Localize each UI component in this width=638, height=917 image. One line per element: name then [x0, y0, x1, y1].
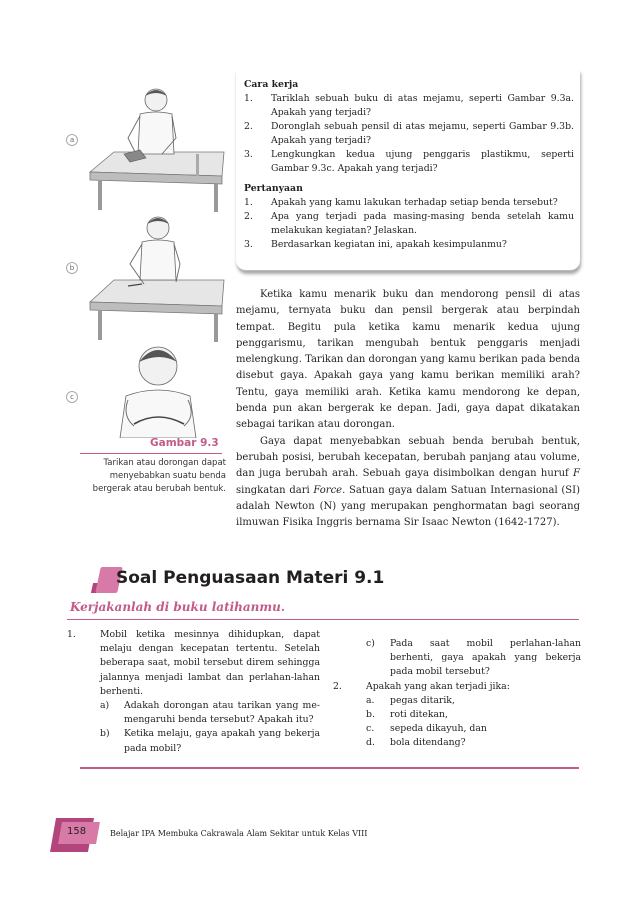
item-text: Apakah yang kamu lakukan terhadap setiap benda tersebut?: [271, 197, 558, 208]
questions-left-column: [67, 628, 320, 756]
sub-question-text: bola ditendang?: [390, 737, 466, 749]
sub-question-text: roti ditekan,: [390, 709, 448, 721]
sub-question-number: d.: [366, 737, 375, 749]
sub-question-number: b): [100, 728, 110, 740]
section-title: Soal Penguasaan Materi 9.1: [116, 568, 385, 588]
body-text: [236, 287, 580, 531]
item-text: Doronglah sebuah pensil di atas mejamu, seperti Gambar 9.3b. Apakah yang terjadi?: [271, 121, 574, 146]
sub-question-number: b.: [366, 709, 375, 721]
sub-question-number: c): [366, 638, 375, 649]
item-number: 1.: [244, 93, 253, 104]
item-number: 2.: [244, 211, 253, 222]
illustration-push-pencil: [84, 214, 230, 344]
sub-question: [366, 722, 581, 736]
sub-question-text: Pada saat mobil perlahan-lahan berhenti, gaya apakah yang bekerja pada mobil tersebut?: [390, 638, 581, 678]
figure-label-c: c: [66, 391, 78, 403]
activity-box: [236, 70, 580, 271]
section-subtitle: Kerjakanlah di buku latihanmu.: [70, 600, 286, 614]
cara-kerja-item: [244, 120, 574, 148]
sub-question: [100, 727, 320, 755]
body-paragraph-2: [236, 434, 580, 532]
question-item: [67, 628, 320, 756]
question-item: [333, 680, 581, 751]
illustration-pull-book: [84, 84, 230, 214]
sub-question-number: c.: [366, 723, 375, 735]
section-bottom-divider: [80, 767, 579, 769]
pertanyaan-item: [244, 196, 574, 210]
force-term: Force: [313, 484, 343, 496]
sub-question-number: a): [100, 700, 110, 712]
item-number: 3.: [244, 239, 253, 250]
item-text: Tariklah sebuah buku di atas mejamu, seperti Gambar 9.3a. Apakah yang terjadi?: [271, 93, 574, 118]
item-number: 2.: [244, 121, 253, 132]
illustration-bend-ruler: [100, 344, 220, 438]
footer-book-title: Belajar IPA Membuka Cakrawala Alam Sekitar untuk Kelas VIII: [110, 829, 368, 838]
item-text: Berdasarkan kegiatan ini, apakah kesimpulanmu?: [271, 239, 507, 250]
pertanyaan-item: [244, 238, 574, 252]
sub-question-text: Adakah dorongan atau tarikan yang me-mengaruhi benda tersebut? Apakah itu?: [124, 700, 320, 726]
page-number: 158: [67, 826, 87, 837]
text-span: . Satuan gaya dalam Satuan Internasional (SI) adalah Newton (N) yang merupakan penghormatan bagi seorang ilmuwan Fisika Inggris bernama Sir Isaac Newton (1642-1727).: [236, 484, 580, 529]
question-number: 1.: [67, 629, 76, 640]
question-text: [100, 628, 320, 756]
section-divider: [67, 619, 579, 620]
questions-right-column: [333, 637, 581, 751]
text-span: Gaya dapat menyebabkan sebuah benda berubah bentuk, berubah posisi, berubah kecepatan, berubah panjang atau volume, dan juga berubah arah. Sebuah gaya disimbolkan dengan huruf: [236, 435, 580, 480]
item-number: 1.: [244, 197, 253, 208]
item-number: 3.: [244, 149, 253, 160]
pertanyaan-item: [244, 210, 574, 238]
cara-kerja-item: [244, 148, 574, 176]
figure-title: Gambar 9.3: [150, 437, 219, 449]
body-paragraph-1: Ketika kamu menarik buku dan mendorong pensil di atas mejamu, ternyata buku dan pensil bergerak atau berpindah tempat. Begitu pula ketika kamu menarik kedua ujung penggarismu, tarikan mengubah bentuk penggaris menjadi melengkung. Tarikan dan dorongan yang kamu berikan pada benda disebut gaya. Apakah gaya yang kamu berikan memiliki arah? Tentu, gaya memiliki arah. Ketika kamu mendorong ke depan, benda pun akan bergerak ke depan. Jadi, gaya dapat dikatakan sebagai tarikan atau dorongan.: [236, 289, 580, 431]
figure-caption: Tarikan atau dorongan dapat menyebabkan suatu benda bergerak atau berubah bentuk.: [92, 458, 226, 494]
sub-question: [100, 699, 320, 727]
sub-question-number: a.: [366, 694, 375, 706]
figure-label-a: a: [66, 134, 78, 146]
cara-kerja-item: [244, 92, 574, 120]
sub-question-text: pegas ditarik,: [390, 694, 455, 706]
cara-kerja-heading: Cara kerja: [244, 79, 299, 90]
sub-question: [366, 736, 581, 750]
text-span: singkatan dari: [236, 484, 314, 496]
sub-question: [366, 694, 581, 708]
question-stem: Mobil ketika mesinnya dihidupkan, dapat melaju dengan kecepatan tertentu. Setelah beberapa saat, mobil tersebut direm sehingga jalannya menjadi lambat dan perlahan-lahan berhenti.: [100, 629, 320, 697]
question-stem: Apakah yang akan terjadi jika:: [366, 680, 510, 692]
question-number: 2.: [333, 680, 342, 692]
sub-question-text: sepeda dikayuh, dan: [390, 723, 487, 735]
sub-question: [366, 708, 581, 722]
figure-label-b: b: [66, 262, 78, 274]
force-symbol: F: [573, 468, 580, 480]
item-text: Lengkungkan kedua ujung penggaris plastikmu, seperti Gambar 9.3c. Apakah yang terjadi?: [271, 149, 574, 174]
pertanyaan-heading: Pertanyaan: [244, 183, 303, 194]
sub-question: [333, 637, 581, 680]
question-text: [366, 680, 581, 751]
sub-question-text: Ketika melaju, gaya apakah yang bekerja pada mobil?: [124, 728, 320, 754]
figure-divider: [80, 453, 222, 454]
item-text: Apa yang terjadi pada masing-masing benda setelah kamu melakukan kegiatan? Jelaskan.: [271, 211, 574, 236]
